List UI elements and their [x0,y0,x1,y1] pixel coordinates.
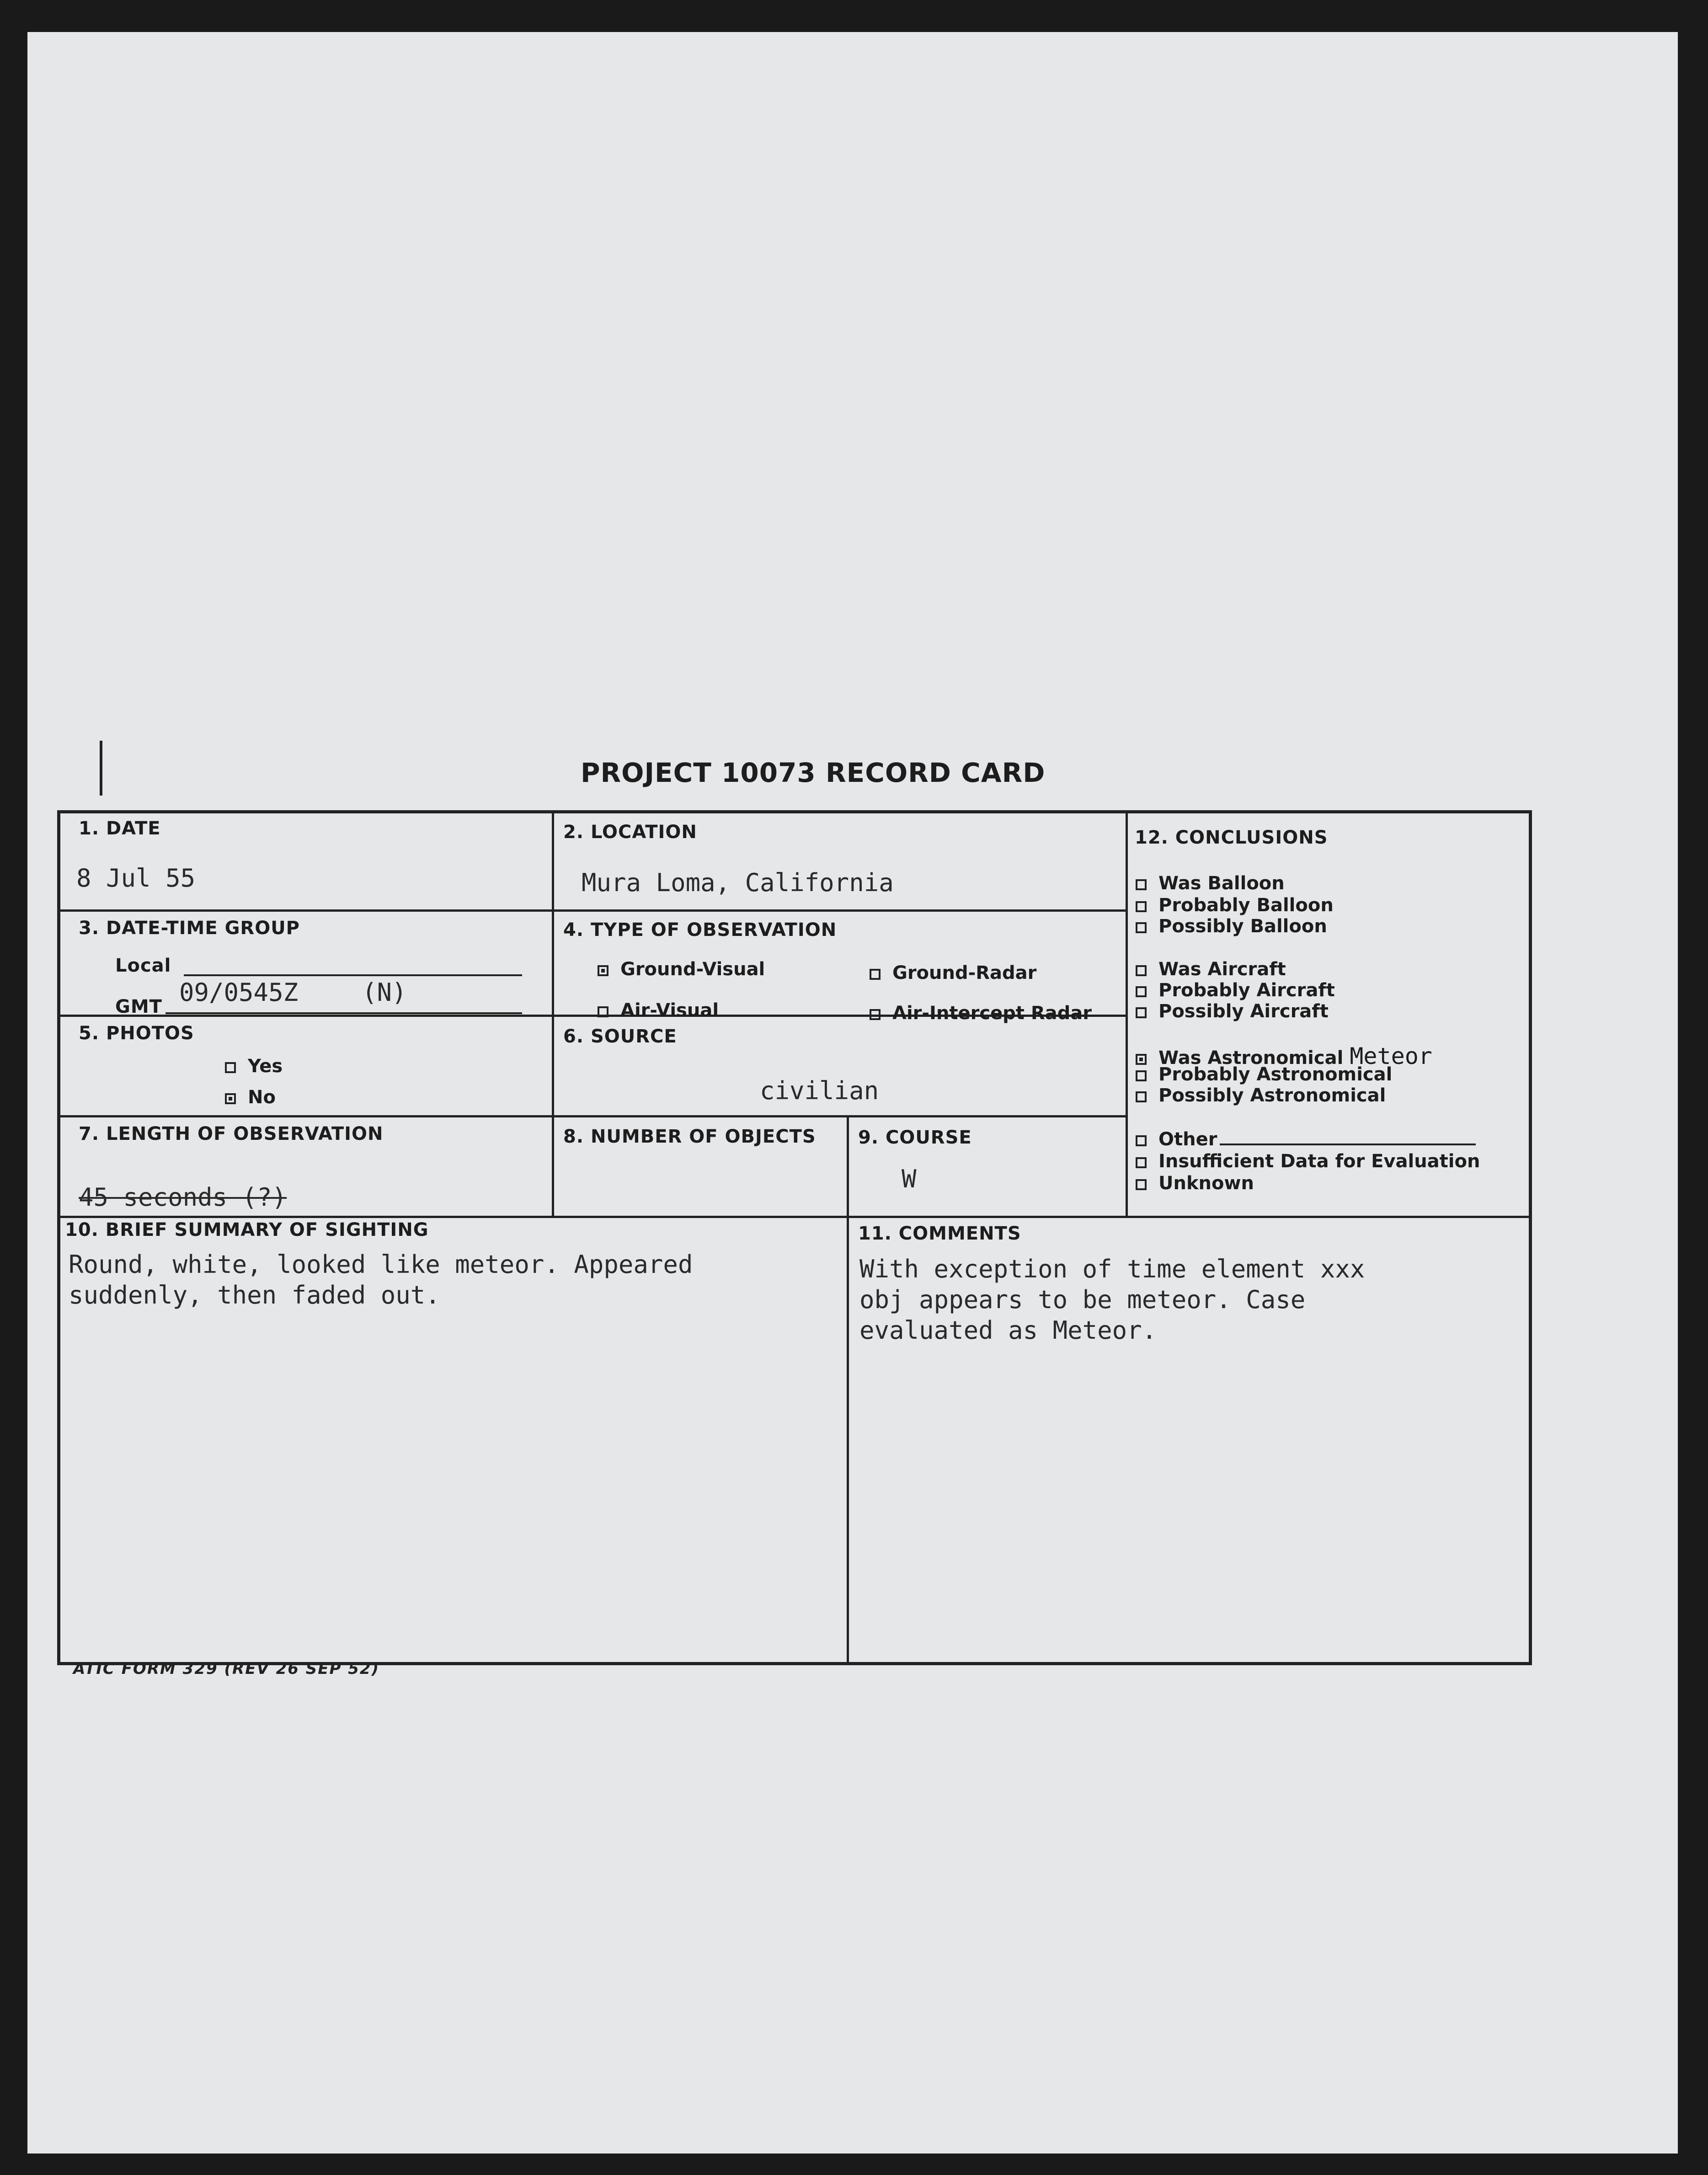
type-obs-label: 4. TYPE OF OBSERVATION [563,919,837,941]
dtg-label: 3. DATE-TIME GROUP [79,918,300,939]
card-title: PROJECT 10073 RECORD CARD [581,757,1046,788]
comments-line-2: obj appears to be meteor. Case [859,1285,1306,1314]
photos-yes: Yes [225,1056,283,1077]
checkbox-icon [1136,1054,1147,1065]
source-label: 6. SOURCE [563,1026,677,1047]
divider-h1 [60,909,1126,912]
dtg-local-line [184,974,522,976]
divider-v-bottom [847,1216,849,1664]
conclusion-option: Insufficient Data for Evaluation [1136,1151,1480,1172]
conclusion-option: Possibly Astronomical [1136,1085,1386,1106]
dtg-gmt-line [165,1012,522,1014]
checkbox-icon [1136,901,1147,912]
checkbox-icon [1136,1157,1147,1168]
type-obs-ground-radar: Ground-Radar [870,962,1036,983]
conclusion-option: Probably Balloon [1136,895,1334,916]
date-label: 1. DATE [79,818,161,839]
conclusion-option: Other [1136,1129,1476,1150]
dtg-gmt-value: 09/0545Z [179,978,299,1007]
dtg-local-label: Local [115,955,171,976]
checkbox-icon [1136,1007,1147,1018]
photos-label: 5. PHOTOS [79,1023,194,1044]
form-footer: ATIC FORM 329 (REV 26 SEP 52) [73,1660,380,1678]
divider-v-course [847,1115,849,1216]
course-label: 9. COURSE [858,1127,972,1148]
other-line [1220,1144,1476,1145]
checkbox-icon [1136,922,1147,933]
divider-h3 [60,1115,1126,1117]
divider-v-right [1126,813,1128,1216]
photos-no: No [225,1087,276,1108]
date-value: 8 Jul 55 [76,864,196,892]
num-objects-label: 8. NUMBER OF OBJECTS [563,1126,816,1147]
type-obs-air-visual: Air-Visual [598,1000,719,1021]
summary-line-2: suddenly, then faded out. [69,1281,440,1309]
dtg-gmt-label: GMT [115,996,162,1017]
checkbox-icon [225,1062,236,1073]
checkbox-icon [225,1093,236,1104]
conclusion-annotation: Meteor [1350,1043,1432,1069]
conclusion-option: Probably Astronomical [1136,1064,1392,1085]
conclusion-option: Was Aircraft [1136,959,1286,980]
comments-line-1: With exception of time element xxx [859,1255,1365,1283]
source-value: civilian [760,1076,879,1105]
checkbox-icon [1136,965,1147,976]
conclusion-option: Probably Aircraft [1136,980,1335,1001]
type-obs-ground-visual: Ground-Visual [598,959,765,980]
checkbox-icon [1136,1179,1147,1190]
conclusion-option: Possibly Balloon [1136,916,1327,937]
length-label: 7. LENGTH OF OBSERVATION [79,1123,384,1144]
checkbox-icon [1136,1070,1147,1081]
location-value: Mura Loma, California [582,868,894,897]
location-label: 2. LOCATION [563,822,697,843]
length-value: 45 seconds (?) [79,1183,287,1212]
conclusion-option: Unknown [1136,1173,1254,1194]
divider-h4 [60,1216,1529,1218]
comments-line-3: evaluated as Meteor. [859,1316,1157,1345]
conclusions-label: 12. CONCLUSIONS [1135,827,1328,848]
checkbox-icon [870,1009,881,1020]
conclusion-option: Was Astronomical Meteor [1136,1043,1432,1069]
checkbox-icon [598,965,608,976]
checkbox-icon [598,1006,608,1017]
summary-label: 10. BRIEF SUMMARY OF SIGHTING [65,1219,429,1240]
type-obs-air-intercept-radar: Air-Intercept Radar [870,1003,1092,1024]
margin-mark [100,741,102,796]
checkbox-icon [1136,879,1147,890]
checkbox-icon [1136,986,1147,997]
summary-line-1: Round, white, looked like meteor. Appeared [69,1250,693,1279]
record-card [57,810,1532,1665]
course-value: W [902,1165,917,1193]
conclusion-option: Possibly Aircraft [1136,1001,1329,1022]
checkbox-icon [1136,1091,1147,1102]
dtg-gmt-suffix: (N) [362,978,407,1007]
comments-label: 11. COMMENTS [858,1223,1021,1244]
checkbox-icon [870,969,881,980]
conclusion-option: Was Balloon [1136,873,1285,894]
checkbox-icon [1136,1135,1147,1146]
